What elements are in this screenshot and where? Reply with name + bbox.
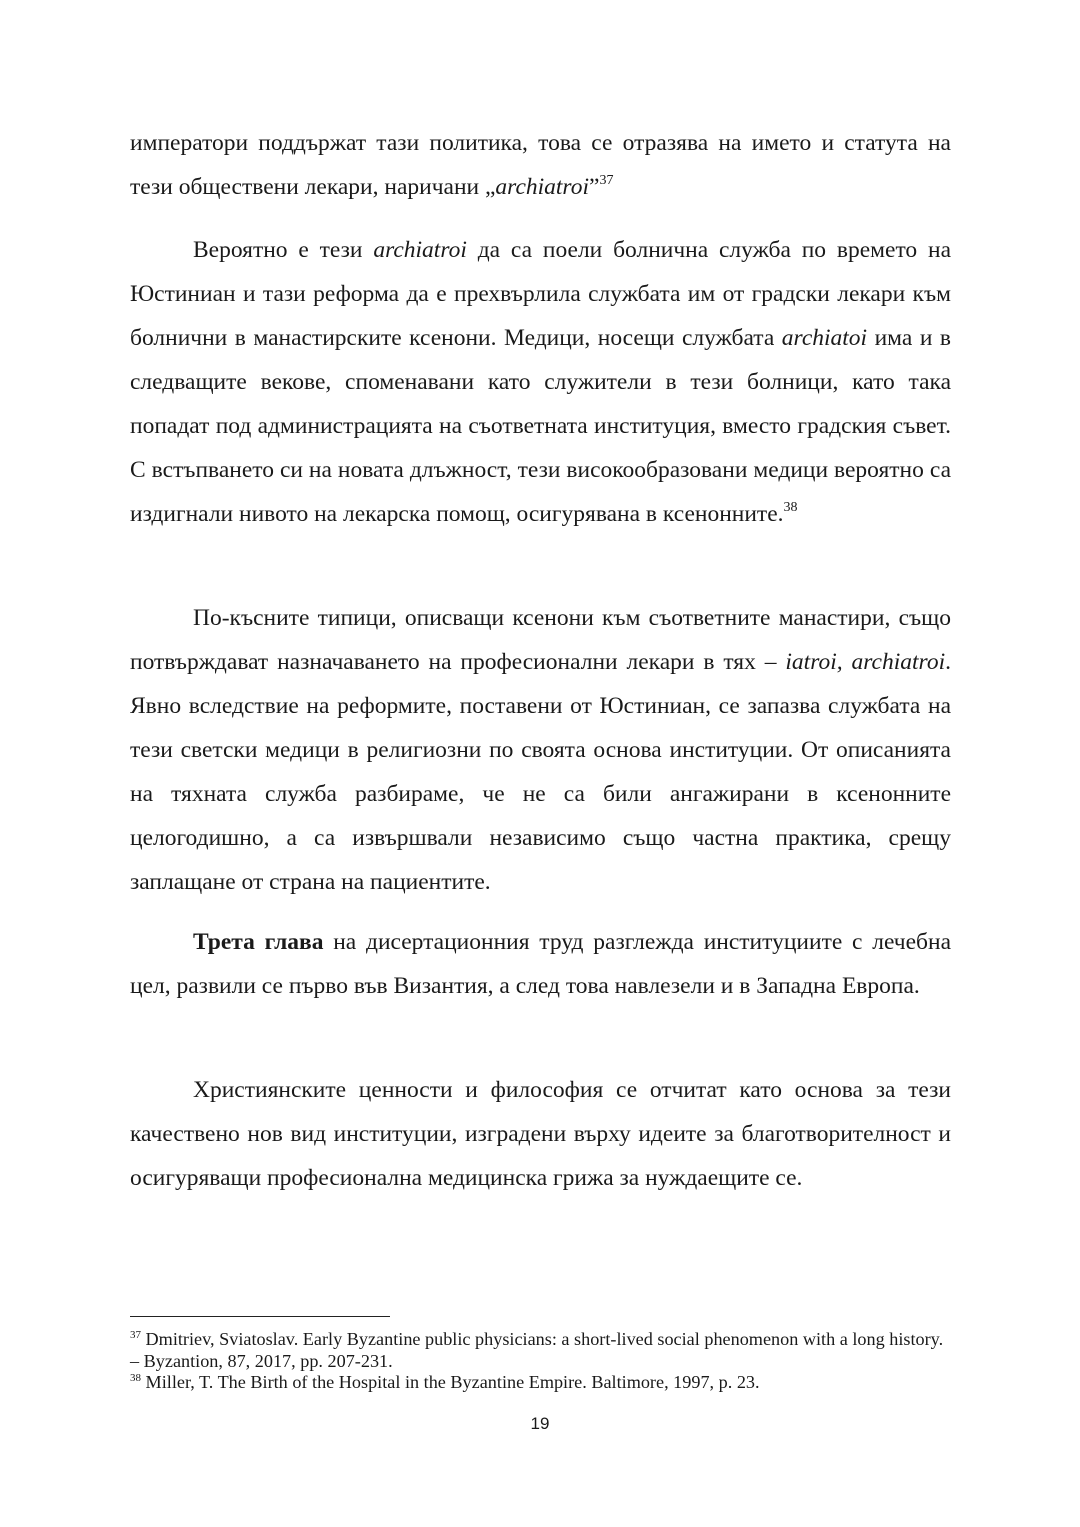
paragraph-1 bbox=[130, 121, 951, 209]
chapter-heading-bold: Трета глава bbox=[193, 929, 324, 955]
paragraph-2-text-end: има и в следващите векове, споменавани като служители в тези болници, като така попадат под администрацията на съответната институция, вместо градския съвет. С встъпването си на новата длъжност, тези високообразовани медици вероятно са издигнали нивото на лекарска помощ, осигурявана в ксенонните. bbox=[130, 325, 951, 527]
page-number: 19 bbox=[530, 1414, 550, 1433]
paragraph-3 bbox=[130, 596, 951, 904]
footnote-38 bbox=[130, 1372, 951, 1394]
footnote-ref-37[interactable]: 37 bbox=[599, 173, 614, 188]
paragraph-2-text-middle: да са поели болнична служба по времето на Юстиниан и тази реформа да е прехвърлила службата им от градски лекари към болнични в манастирските ксенони. Медици, носещи службата bbox=[130, 237, 951, 351]
footnotes bbox=[130, 1329, 951, 1394]
footnote-text: Miller, T. The Birth of the Hospital in the Byzantine Empire. Baltimore, 1997, p. 23. bbox=[141, 1372, 760, 1392]
paragraph-1-italic-term: archiatroi bbox=[495, 174, 589, 200]
paragraph-4-text: на дисертационния труд разглежда институциите с лечебна цел, развили се първо във Византия, а след това навлезели и в Западна Европа. bbox=[130, 929, 951, 999]
footnote-separator bbox=[130, 1316, 390, 1317]
paragraph-1-text: императори поддържат тази политика, това се отразява на името и статута на тези обществени лекари, наричани „ bbox=[130, 130, 951, 200]
paragraph-3-italic-terms: iatroi, archiatroi bbox=[785, 649, 946, 675]
closing-quote: ” bbox=[589, 174, 600, 200]
footnote-text: Dmitriev, Sviatoslav. Early Byzantine public physicians: a short-lived social phenomenon with a long history. – Byzantion, 87, 2017, pp. 207-231. bbox=[130, 1329, 944, 1371]
paragraph-2-italic-term-2: archiatoi bbox=[781, 325, 868, 351]
paragraph-5 bbox=[130, 1068, 951, 1200]
footnote-number: 37 bbox=[130, 1329, 141, 1341]
paragraph-5-text: Християнските ценности и философия се отчитат като основа за тези качествено нов вид институции, изградени върху идеите за благотворителност и осигуряващи професионална медицинска грижа за нуждаещите се. bbox=[130, 1077, 951, 1191]
footnote-ref-38[interactable]: 38 bbox=[783, 500, 798, 515]
paragraph-4 bbox=[130, 920, 951, 1008]
paragraph-3-text-start: По-късните типици, описващи ксенони към съответните манастири, също потвърждават назначаването на професионални лекари в тях – bbox=[130, 605, 951, 675]
footnote-37 bbox=[130, 1329, 951, 1372]
paragraph-2-text-start: Вероятно е тези bbox=[193, 237, 374, 263]
paragraph-2 bbox=[130, 228, 951, 536]
paragraph-3-text-end: . Явно вследствие на реформите, поставени от Юстиниан, се запазва службата на тези светски медици в религиозни по своята основа институции. От описанията на тяхната служба разбираме, че не са били ангажирани в ксенонните целогодишно, а са извършвали независимо също частна практика, срещу заплащане от страна на пациентите. bbox=[130, 649, 951, 895]
footnote-number: 38 bbox=[130, 1372, 141, 1384]
paragraph-2-italic-term-1: archiatroi bbox=[373, 237, 467, 263]
